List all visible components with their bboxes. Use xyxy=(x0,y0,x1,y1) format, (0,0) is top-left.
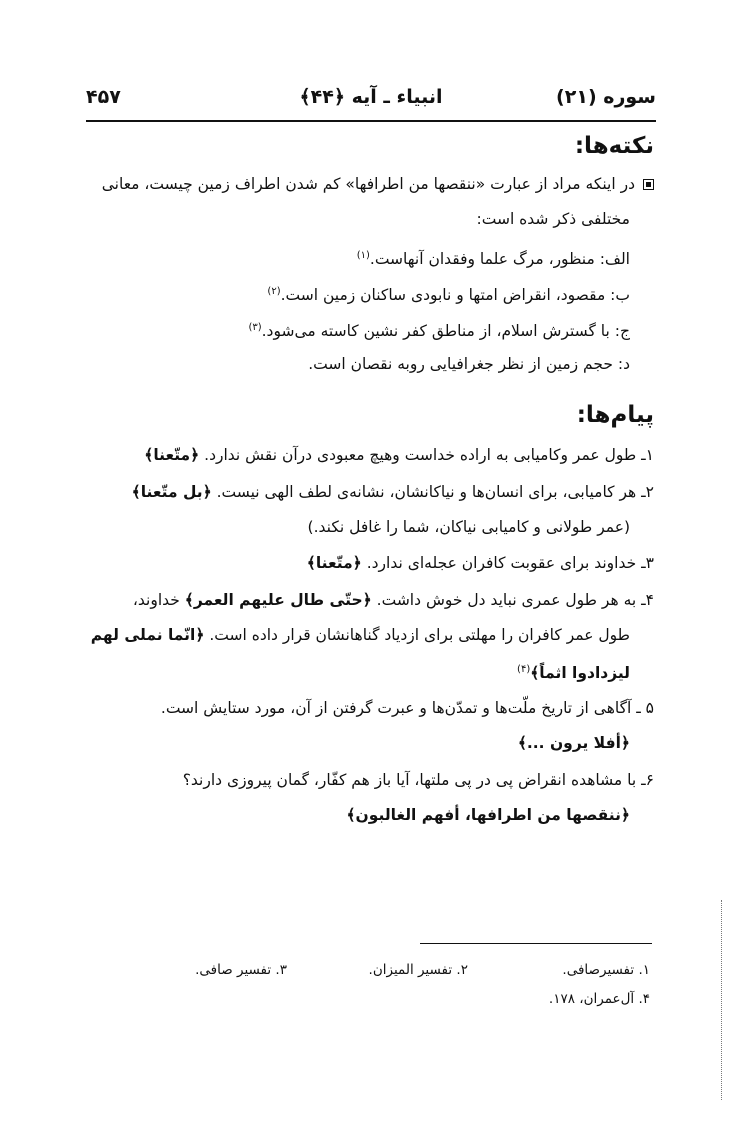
notes-intro-line-1: در اینکه مراد از عبارت «ننقصها من اطرافها» کم شدن اطراف زمین چیست، معانی xyxy=(102,172,654,196)
notes-item-be: ب: مقصود، انقراض امتها و نابودی ساکنان زمین است.$^{(۲)}$ xyxy=(267,286,630,305)
running-header xyxy=(86,86,656,116)
message-6-quote: ﴿ننقصها من اطرافها، أفهم الغالبون﴾ xyxy=(346,806,630,824)
message-1: ۱ـ طول عمر وکامیابی به اراده خداست وهیچ معبودی درآن نقش ندارد. ﴿متّعنا﴾ xyxy=(144,446,654,464)
footnote-4: ۴. آل‌عمران، ۱۷۸. xyxy=(548,991,650,1007)
scan-edge-line xyxy=(720,900,722,1100)
header-divider xyxy=(86,120,656,122)
footnote-1: ۱. تفسیرصافی. xyxy=(562,962,650,978)
footnote-3: ۳. تفسیر صافی. xyxy=(195,962,287,978)
message-4-line-2: طول عمر کافران را مهلتی برای ازدیاد گناهانشان قرار داده است. ﴿انّما نملی لهم xyxy=(90,626,630,644)
message-6: ۶ـ با مشاهده انقراض پی در پی ملتها، آیا باز هم کفّار، گمان پیروزی دارند؟ xyxy=(182,771,654,789)
square-bullet-icon xyxy=(643,179,654,190)
message-5-quote: ﴿أفلا یرون ...﴾ xyxy=(517,734,630,752)
message-2-line-2: (عمر طولانی و کامیابی نیاکان، شما را غافل نکند.) xyxy=(307,518,630,536)
surah-verse-label: انبیاء ـ آیه ﴿۴۴﴾ xyxy=(299,86,443,108)
page-number: ۴۵۷ xyxy=(86,86,121,108)
message-3: ۳ـ خداوند برای عقوبت کافران عجله‌ای ندارد. ﴿متّعنا﴾ xyxy=(306,554,654,572)
notes-heading: نکته‌ها: xyxy=(574,133,654,159)
footnote-divider xyxy=(420,943,652,944)
notes-intro-line-2: مختلفی ذکر شده است: xyxy=(476,210,630,228)
surah-label: سوره (۲۱) xyxy=(556,86,656,108)
footnote-2: ۲. تفسیر المیزان. xyxy=(368,962,468,978)
messages-heading: پیام‌ها: xyxy=(576,402,654,428)
notes-item-dal: د: حجم زمین از نظر جغرافیایی روبه نقصان است. xyxy=(308,355,630,373)
notes-item-jim: ج: با گسترش اسلام، از مناطق کفر نشین کاسته می‌شود.$^{(۳)}$ xyxy=(248,322,630,341)
message-4-line-3: لیزدادوا اثماً﴾$^{(۴)}$ xyxy=(517,664,630,683)
notes-item-alef: الف: منظور، مرگ علما وفقدان آنهاست.$^{(۱)}$ xyxy=(356,250,630,269)
message-2: ۲ـ هر کامیابی، برای انسان‌ها و نیاکانشان، نشانه‌ی لطف الهی نیست. ﴿بل متّعنا﴾ xyxy=(131,483,654,501)
message-4: ۴ـ به هر طول عمری نباید دل خوش داشت. ﴿حتّی طال علیهم العمر﴾ خداوند، xyxy=(132,591,654,609)
message-5: ۵ ـ آگاهی از تاریخ ملّت‌ها و تمدّن‌ها و عبرت گرفتن از آن، مورد ستایش است. xyxy=(160,699,654,717)
